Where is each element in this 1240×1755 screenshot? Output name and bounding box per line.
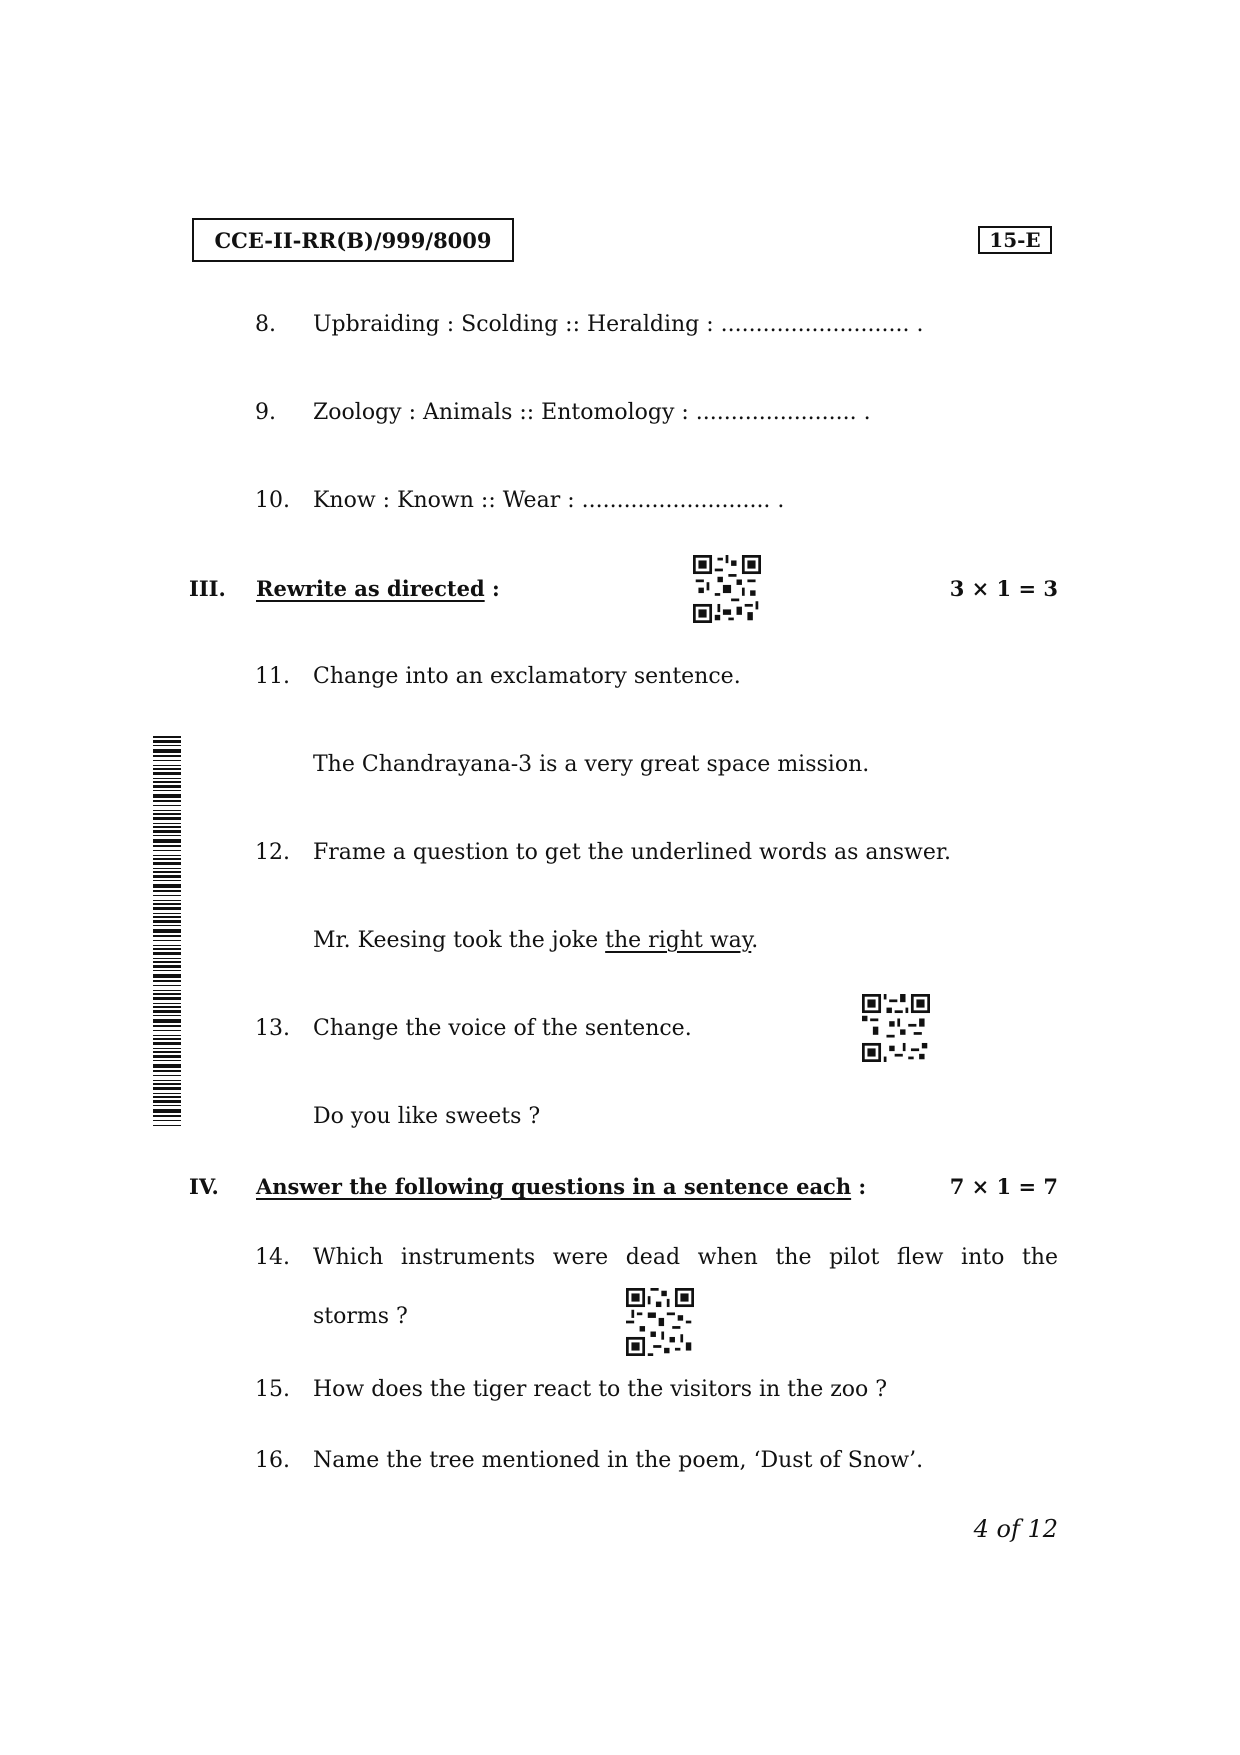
question-sentence: Mr. Keesing took the joke the right way.	[313, 928, 759, 953]
underlined-words: the right way	[605, 928, 752, 953]
barcode-bar	[153, 768, 181, 770]
page-number: 4 of 12	[973, 1515, 1058, 1543]
question-number: 16.	[255, 1448, 290, 1473]
qr-code	[693, 555, 761, 623]
question-prompt: Change the voice of the sentence.	[313, 1016, 692, 1041]
barcode-bar	[153, 765, 181, 766]
barcode-bar	[153, 952, 181, 955]
barcode-bar	[153, 1100, 181, 1103]
barcode-bar	[153, 785, 181, 788]
barcode-bar	[153, 862, 181, 865]
barcode-bar	[153, 1006, 181, 1008]
barcode-bar	[153, 749, 181, 753]
barcode-bar	[153, 997, 181, 1000]
barcode-bar	[153, 925, 181, 926]
barcode-bar	[153, 929, 181, 933]
barcode-bar	[153, 890, 181, 892]
paper-code-box	[192, 218, 514, 262]
barcode-bar	[153, 913, 181, 914]
barcode-bar	[153, 985, 181, 986]
barcode-bar	[153, 920, 181, 923]
barcode-bar	[153, 855, 181, 856]
question-sentence: The Chandrayana-3 is a very great space mission.	[313, 752, 870, 777]
barcode-bar	[153, 810, 181, 811]
barcode-bar	[153, 1048, 181, 1049]
question-number: 14.	[255, 1245, 290, 1270]
question-number: 12.	[255, 840, 290, 865]
barcode-bar	[153, 813, 181, 815]
barcode-bar	[153, 993, 181, 995]
barcode-bar	[153, 1080, 181, 1081]
barcode-bar	[153, 1109, 181, 1113]
barcode-bar	[153, 790, 181, 791]
barcode-bar	[153, 835, 181, 836]
barcode-bar	[153, 880, 181, 881]
barcode-bar	[153, 1055, 181, 1058]
barcode-bar	[153, 760, 181, 761]
barcode-bar	[153, 850, 181, 851]
barcode-bar	[153, 1093, 181, 1094]
barcode-bar	[153, 1125, 181, 1126]
barcode-bar	[153, 1087, 181, 1090]
barcode-bar	[153, 970, 181, 971]
barcode-bar	[153, 805, 181, 806]
qr-code	[626, 1288, 694, 1356]
question-number: 10.	[255, 488, 290, 513]
question-number: 9.	[255, 400, 276, 425]
barcode-bar	[153, 1025, 181, 1027]
section-title-text: Rewrite as directed	[256, 576, 485, 601]
barcode-bar	[153, 948, 181, 950]
question-text: Name the tree mentioned in the poem, ‘Dust of Snow’.	[313, 1448, 924, 1473]
barcode-bar	[153, 745, 181, 746]
barcode-bar	[153, 1115, 181, 1117]
qr-code	[862, 994, 930, 1062]
barcode-bar	[153, 871, 181, 873]
barcode-bar	[153, 830, 181, 833]
question-text-continued: storms ?	[313, 1304, 408, 1329]
question-text: Which instruments were dead when the pilot flew into the	[313, 1245, 1058, 1270]
section-marks: 7 × 1 = 7	[949, 1174, 1058, 1199]
barcode-bar	[153, 1003, 181, 1004]
barcode-bar	[153, 903, 181, 905]
question-text: Zoology : Animals :: Entomology : ....................... .	[313, 400, 871, 425]
barcode-bar	[153, 736, 181, 738]
barcode-bar	[153, 1038, 181, 1040]
barcode-bar	[153, 940, 181, 941]
barcode-bar	[153, 974, 181, 978]
section-number: IV.	[189, 1174, 219, 1199]
barcode-bar	[153, 794, 181, 798]
barcode-bar	[153, 1042, 181, 1045]
section-title: Answer the following questions in a sentence each :	[256, 1174, 867, 1199]
section-marks: 3 × 1 = 3	[949, 576, 1058, 601]
barcode-bar	[153, 980, 181, 982]
question-prompt: Frame a question to get the underlined words as answer.	[313, 840, 951, 865]
barcode-bar	[153, 916, 181, 918]
barcode-bar	[153, 965, 181, 968]
page-code: 15-E	[989, 228, 1041, 252]
barcode-bar	[153, 1096, 181, 1098]
barcode-bar	[153, 1070, 181, 1072]
barcode	[153, 736, 181, 1128]
barcode-bar	[153, 781, 181, 783]
barcode-bar	[153, 961, 181, 963]
barcode-bar	[153, 900, 181, 901]
barcode-bar	[153, 1075, 181, 1076]
barcode-bar	[153, 990, 181, 991]
question-text: Upbraiding : Scolding :: Heralding : ........................... .	[313, 312, 924, 337]
barcode-bar	[153, 868, 181, 869]
barcode-bar	[153, 1105, 181, 1106]
paper-code: CCE-II-RR(B)/999/8009	[214, 227, 492, 253]
question-text: Know : Known :: Wear : ........................... .	[313, 488, 785, 513]
barcode-bar	[153, 1083, 181, 1085]
barcode-bar	[153, 1120, 181, 1121]
barcode-bar	[153, 1030, 181, 1031]
barcode-bar	[153, 1064, 181, 1068]
barcode-bar	[153, 740, 181, 743]
barcode-bar	[153, 884, 181, 888]
barcode-bar	[153, 958, 181, 959]
question-sentence: Do you like sweets ?	[313, 1104, 541, 1129]
barcode-bar	[153, 945, 181, 946]
barcode-bar	[153, 1019, 181, 1023]
page-code-box	[978, 226, 1052, 254]
barcode-bar	[153, 1051, 181, 1053]
barcode-bar	[153, 1035, 181, 1036]
barcode-bar	[153, 845, 181, 847]
question-number: 13.	[255, 1016, 290, 1041]
barcode-bar	[153, 907, 181, 910]
question-number: 15.	[255, 1377, 290, 1402]
barcode-bar	[153, 826, 181, 828]
barcode-bar	[153, 772, 181, 775]
barcode-bar	[153, 875, 181, 878]
barcode-bar	[153, 935, 181, 937]
question-number: 11.	[255, 664, 290, 689]
barcode-bar	[153, 817, 181, 820]
barcode-bar	[153, 1010, 181, 1013]
barcode-bar	[153, 778, 181, 779]
barcode-bar	[153, 800, 181, 802]
barcode-bar	[153, 755, 181, 757]
barcode-bar	[153, 1015, 181, 1016]
barcode-bar	[153, 823, 181, 824]
barcode-bar	[153, 1060, 181, 1061]
barcode-bar	[153, 839, 181, 843]
section-number: III.	[189, 576, 226, 601]
section-title-text: Answer the following questions in a sentence each	[256, 1174, 852, 1199]
question-number: 8.	[255, 312, 276, 337]
question-prompt: Change into an exclamatory sentence.	[313, 664, 741, 689]
barcode-bar	[153, 858, 181, 860]
section-title: Rewrite as directed :	[256, 576, 500, 601]
barcode-bar	[153, 895, 181, 896]
question-text: How does the tiger react to the visitors in the zoo ?	[313, 1377, 888, 1402]
